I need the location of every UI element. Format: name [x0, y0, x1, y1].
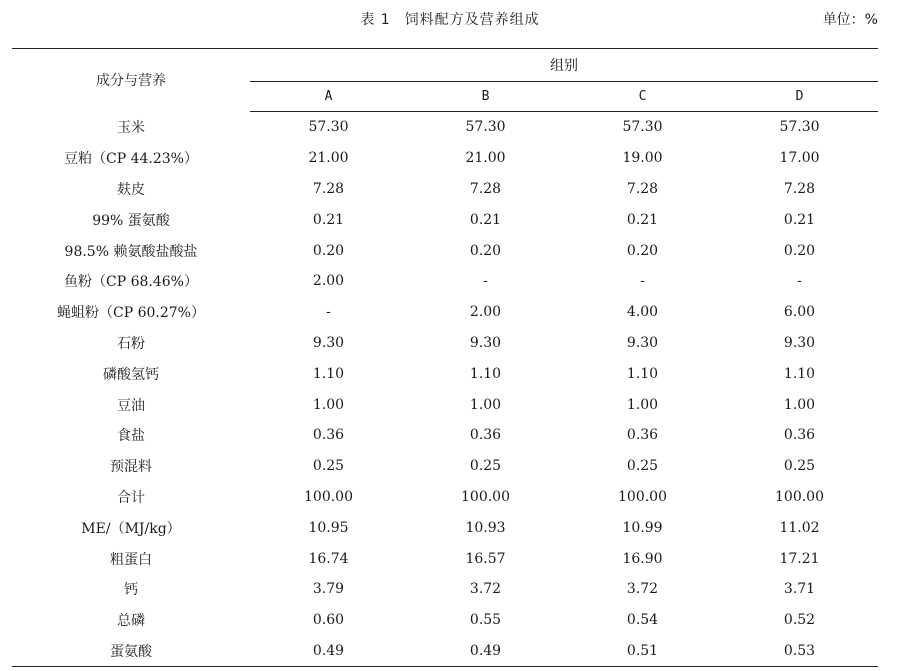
cell-a: 16.74	[308, 550, 349, 567]
cell-b: 100.00	[461, 488, 510, 505]
cell-c: 7.28	[626, 180, 659, 197]
row-label: 蛋氨酸	[12, 636, 250, 667]
cell-b: 10.93	[465, 519, 506, 536]
cell-b: 3.72	[469, 581, 502, 598]
cell-c: 0.54	[626, 612, 659, 629]
cell-b: 1.10	[469, 365, 502, 382]
row-label: 玉米	[117, 120, 145, 137]
cell-b: 21.00	[465, 150, 506, 167]
header-row-group	[12, 49, 878, 82]
cell-d: 17.00	[779, 150, 820, 167]
cell-d: 0.20	[783, 242, 816, 259]
table-title: 饲料配方及营养组成	[404, 12, 540, 28]
cell-c: 4.00	[626, 304, 659, 321]
cell-d: 1.00	[783, 396, 816, 413]
stub-header: 成分与营养	[96, 73, 166, 90]
cell-c: 0.21	[626, 211, 659, 228]
cell-a: 1.10	[312, 365, 345, 382]
table-row	[12, 112, 878, 143]
table-caption	[0, 9, 900, 29]
cell-d: 17.21	[779, 550, 820, 567]
row-label: 粗蛋白	[110, 551, 152, 568]
cell-b: 7.28	[469, 180, 502, 197]
cell-a: 0.60	[312, 612, 345, 629]
cell-a: 0.25	[312, 458, 345, 475]
cell-a: 21.00	[308, 150, 349, 167]
table-row	[12, 358, 878, 389]
cell-b: 0.55	[469, 612, 502, 629]
cell-c: 0.25	[626, 458, 659, 475]
row-label: 98.5% 赖氨酸盐酸盐	[64, 243, 198, 260]
cell-b: 0.20	[469, 242, 502, 259]
table-row	[12, 636, 878, 667]
cell-b: 1.00	[469, 396, 502, 413]
cell-d: 6.00	[783, 304, 816, 321]
cell-d: -	[797, 273, 802, 290]
table-body	[12, 112, 878, 667]
table-row	[12, 451, 878, 482]
row-label: 磷酸氢钙	[103, 366, 159, 383]
cell-d: 0.25	[783, 458, 816, 475]
table-row	[12, 389, 878, 420]
cell-d: 100.00	[775, 488, 824, 505]
table-row	[12, 328, 878, 359]
cell-c: 19.00	[622, 150, 663, 167]
row-label: 总磷	[117, 613, 145, 630]
column-header-d: D	[721, 82, 878, 112]
cell-b: 16.57	[465, 550, 506, 567]
column-header-a: A	[250, 82, 407, 112]
cell-a: 9.30	[312, 334, 345, 351]
cell-c: 0.51	[564, 636, 721, 667]
cell-b: 0.36	[469, 427, 502, 444]
table-row	[12, 174, 878, 205]
cell-d: 3.71	[783, 581, 816, 598]
cell-c: 3.72	[626, 581, 659, 598]
cell-c: -	[640, 273, 645, 290]
cell-b: 0.21	[469, 211, 502, 228]
cell-b: 2.00	[469, 304, 502, 321]
group-header: 组别	[250, 49, 878, 82]
cell-c: 0.20	[626, 242, 659, 259]
cell-a: 3.79	[312, 581, 345, 598]
cell-d: 0.52	[783, 612, 816, 629]
row-label: ME/（MJ/kg）	[81, 520, 181, 537]
cell-a: 2.00	[312, 273, 345, 290]
cell-c: 1.10	[626, 365, 659, 382]
cell-c: 1.00	[626, 396, 659, 413]
row-label: 豆油	[117, 397, 145, 414]
cell-c: 9.30	[626, 334, 659, 351]
cell-c: 100.00	[618, 488, 667, 505]
cell-c: 10.99	[622, 519, 663, 536]
cell-a: 0.36	[312, 427, 345, 444]
row-label: 食盐	[117, 428, 145, 445]
cell-d: 9.30	[783, 334, 816, 351]
column-header-c: C	[564, 82, 721, 112]
cell-a: 57.30	[308, 119, 349, 136]
table-row	[12, 266, 878, 297]
cell-d: 0.36	[783, 427, 816, 444]
cell-b: 0.49	[407, 636, 564, 667]
table-row	[12, 143, 878, 174]
table-row	[12, 235, 878, 266]
row-label: 钙	[124, 582, 138, 599]
cell-a: 0.49	[250, 636, 407, 667]
feed-formula-table	[12, 48, 878, 667]
cell-d: 11.02	[779, 519, 820, 536]
cell-a: 10.95	[308, 519, 349, 536]
cell-b: 0.25	[469, 458, 502, 475]
cell-b: 9.30	[469, 334, 502, 351]
row-label: 豆粕（CP 44.23%）	[64, 151, 198, 168]
row-label: 99% 蛋氨酸	[92, 212, 170, 229]
table-row	[12, 297, 878, 328]
row-label: 石粉	[117, 335, 145, 352]
cell-c: 0.36	[626, 427, 659, 444]
table-number: 表 1	[360, 12, 391, 28]
cell-a: 1.00	[312, 396, 345, 413]
cell-a: 0.21	[312, 211, 345, 228]
table-row	[12, 204, 878, 235]
table-row	[12, 482, 878, 513]
cell-b: 57.30	[465, 119, 506, 136]
cell-a: 7.28	[312, 180, 345, 197]
table-row	[12, 574, 878, 605]
table-row	[12, 605, 878, 636]
table-row	[12, 420, 878, 451]
cell-a: -	[326, 304, 331, 321]
table-caption-row	[0, 9, 900, 31]
row-label: 鱼粉（CP 68.46%）	[64, 274, 198, 291]
table-row	[12, 543, 878, 574]
row-label: 蝇蛆粉（CP 60.27%）	[57, 305, 205, 322]
row-label: 预混料	[110, 459, 152, 476]
unit-note: 单位：%	[822, 12, 878, 28]
table-row	[12, 512, 878, 543]
cell-d: 0.21	[783, 211, 816, 228]
row-label: 麸皮	[117, 181, 145, 198]
cell-d: 7.28	[783, 180, 816, 197]
cell-d: 57.30	[779, 119, 820, 136]
row-label: 合计	[117, 489, 145, 506]
cell-d: 0.53	[721, 636, 878, 667]
cell-b: -	[483, 273, 488, 290]
cell-c: 16.90	[622, 550, 663, 567]
cell-a: 0.20	[312, 242, 345, 259]
cell-a: 100.00	[304, 488, 353, 505]
cell-d: 1.10	[783, 365, 816, 382]
cell-c: 57.30	[622, 119, 663, 136]
column-header-b: B	[407, 82, 564, 112]
